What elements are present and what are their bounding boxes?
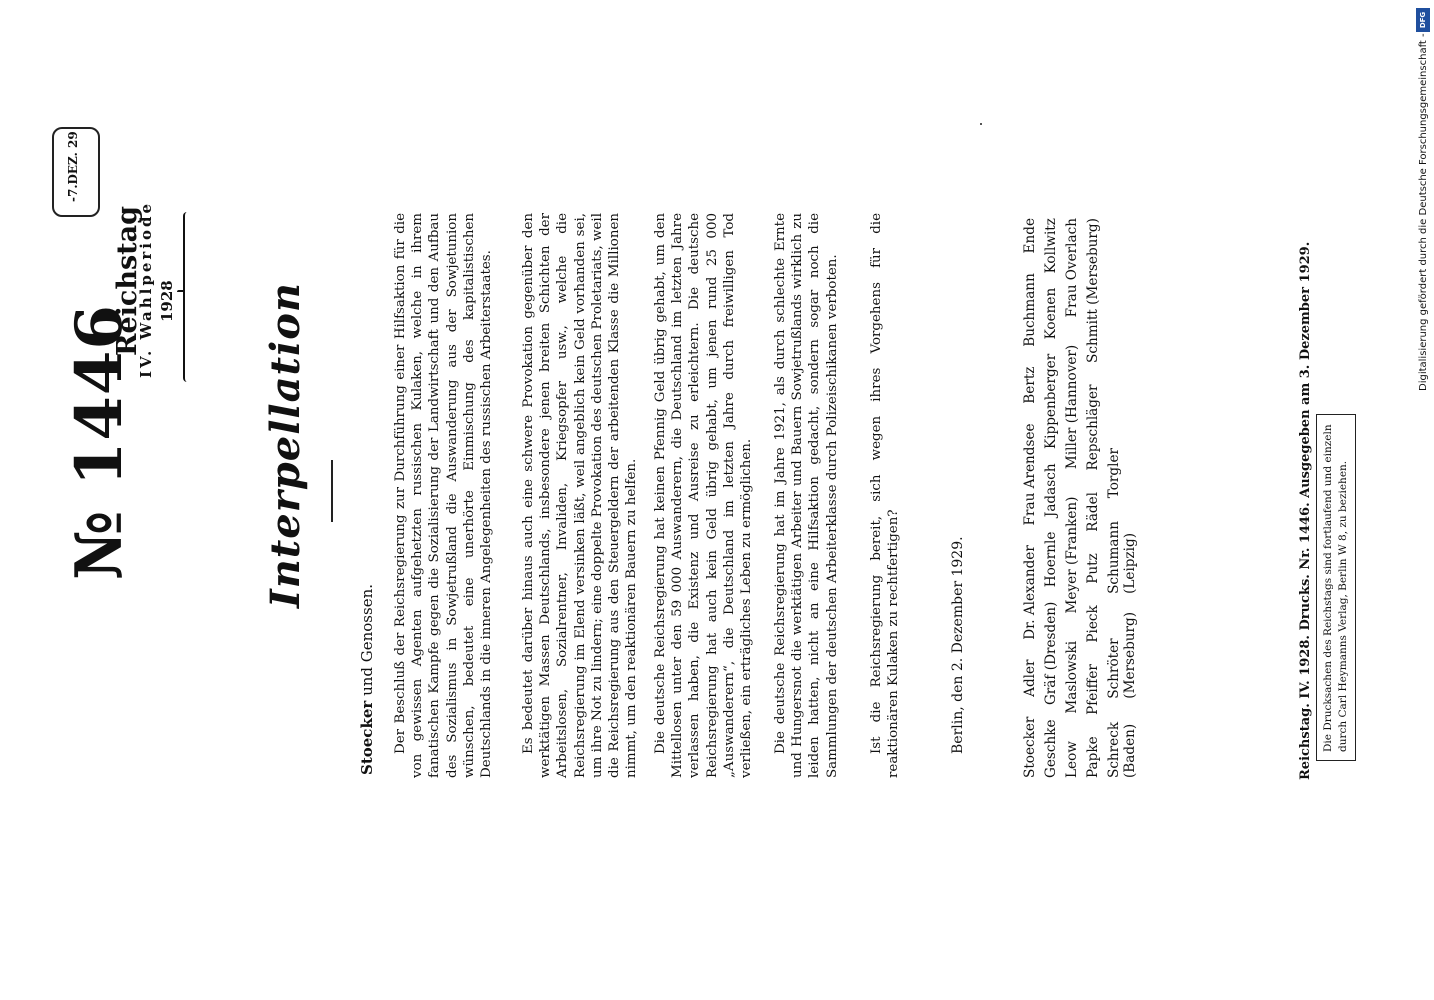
distribution-notice-line: durch Carl Heymanns Verlag, Berlin W 8, zu beziehen.: [1337, 460, 1349, 752]
period-year: 1928: [158, 280, 176, 322]
header-brace: [183, 212, 191, 382]
body-paragraph: Es bedeutet darüber hinaus auch eine schwere Provokation gegenüber den werktätigen Massen Deutschlands, insbesondere jenen breiten Schichten der Arbeitslosen, Sozialrentner, Invaliden, Kriegsopfer usw., welche die Reichsregierung im Elend versinken läßt, weil angeblich kein Geld vorhanden sei, um ihre Not zu lindern; eine doppelte Provokation des deutschen Proletariats, weil die Reichsregierung aus den Steuergeldern der arbeitenden Klasse die Millionen nimmt, um den reaktionären Bauern zu helfen.: [521, 213, 640, 778]
signatory-name: Putz: [1085, 553, 1101, 584]
signatory-name: Adler: [1022, 659, 1038, 697]
title-divider: [331, 460, 333, 522]
date-stamp-text: -7.DEZ. 29: [66, 131, 80, 202]
authors-intro-rest: und Genossen.: [358, 583, 376, 701]
signatory-name: Geschke: [1043, 719, 1059, 778]
body-paragraph: Ist die Reichsregierung bereit, sich wegen ihres Vorgehens für die reaktionären Kulaken zu rechtfertigen?: [869, 213, 902, 778]
signatory-name: Koenen: [1043, 287, 1059, 340]
signatory-name: Hoernle: [1043, 531, 1059, 588]
signatory-name: Frau Arendsee: [1022, 423, 1038, 526]
signatory-row: [1106, 448, 1138, 778]
signatory-name: Dr. Alexander: [1022, 545, 1038, 640]
signatory-name: Frau Overlach: [1064, 218, 1080, 318]
signatory-row: [1043, 218, 1059, 778]
authors-intro: [358, 584, 376, 775]
body-paragraph: Die deutsche Reichsregierung hat im Jahre 1921, als durch schlechte Ernte und Hungersnot die werktätigen Arbeiter und Bauern Sowjetrußlands wirklich zu leiden hatten, nicht an eine Hilfsaktion gedacht, sondern sogar noch die Sammlungen der deutschen Arbeiterklasse durch Polizeischikanen verboten.: [773, 213, 840, 778]
signatory-name: Leow: [1064, 741, 1080, 778]
signatory-name: Buchmann: [1022, 273, 1038, 347]
lead-author: Stoecker: [358, 700, 376, 775]
digitization-credit: Digitalisierung gefördert durch die Deutsche Forschungsgemeinschaft -: [1418, 33, 1429, 391]
signatory-name: Pfeiffer: [1085, 664, 1101, 715]
signatory-name: Gräf (Dresden): [1043, 601, 1059, 706]
institution-name: Reichstag: [112, 206, 143, 356]
signatory-name: Miller (Hannover): [1064, 344, 1080, 470]
signatory-name: Repschläger: [1085, 384, 1101, 471]
signatory-row: [1022, 218, 1038, 778]
signatory-name: Meyer (Franken): [1064, 496, 1080, 614]
signatory-row: [1064, 218, 1080, 778]
signatory-name: Jadasch: [1043, 463, 1059, 518]
signatory-name: Torgler: [1106, 448, 1122, 499]
legislative-period: IV. Wahlperiode: [137, 200, 155, 378]
print-reference-line: Reichstag. IV. 1928. Drucks. Nr. 1446. Ausgegeben am 3. Dezember 1929.: [1298, 241, 1313, 780]
signatory-name: Schmitt (Merseburg): [1085, 218, 1101, 363]
signatory-name: Ende: [1022, 218, 1038, 254]
signatory-name: Rädel: [1085, 491, 1101, 532]
body-paragraph: Die deutsche Reichsregierung hat keinen Pfennig Geld übrig gehabt, um den Mittellosen unter den 59 000 Auswanderern, die Deutschland im letzten Jahre verlassen haben, die Existenz und Ausreise zu erleichtern. Die deutsche Reichsregierung hat auch kein Geld übrig gehabt, um jenen rund 25 000 „Auswanderern“, die Deutschland im letzten Jahre durch freiwilligen Tod verließen, ein erträgliches Leben zu ermöglichen.: [653, 213, 755, 778]
signatory-name: Kollwitz: [1043, 218, 1059, 274]
signatory-name: Kippenberger: [1043, 353, 1059, 449]
scan-speck: [980, 123, 982, 125]
signatory-name: Papke: [1085, 736, 1101, 778]
signatory-row: [1085, 218, 1101, 778]
signatory-name: Schröter (Merseburg): [1106, 611, 1138, 699]
signatory-name: Bertz: [1022, 366, 1038, 404]
body-paragraph: Der Beschluß der Reichsregierung zur Durchführung einer Hilfsaktion für die von gewissen Agenten aufgehetzten russischen Kulaken, welche in ihrem fanatischen Kampfe gegen die Sozialisierung der Landwirtschaft und den Aufbau des Sozialismus in Sowjetrußland die Auswanderung aus der Sowjetunion wünschen, bedeutet eine unerhörte Einmischung des kapitalistischen Deutschlands in die inneren Angelegenheiten des russischen Arbeiterstaates.: [393, 213, 495, 778]
signatory-name: Schreck (Baden): [1106, 721, 1138, 778]
distribution-notice-line: Die Drucksachen des Reichstags sind fortlaufend und einzeln: [1322, 424, 1334, 752]
document-number: № 1446: [62, 304, 137, 580]
signatory-name: Schumann (Leipzig): [1106, 520, 1138, 594]
dfg-logo-badge: DFG: [1416, 8, 1430, 32]
signatory-name: Stoecker: [1022, 716, 1038, 778]
signatory-name: Maslowski: [1064, 640, 1080, 714]
signatory-name: Pieck: [1085, 605, 1101, 643]
place-date-line: Berlin, den 2. Dezember 1929.: [950, 536, 966, 754]
document-title: Interpellation: [262, 282, 309, 608]
